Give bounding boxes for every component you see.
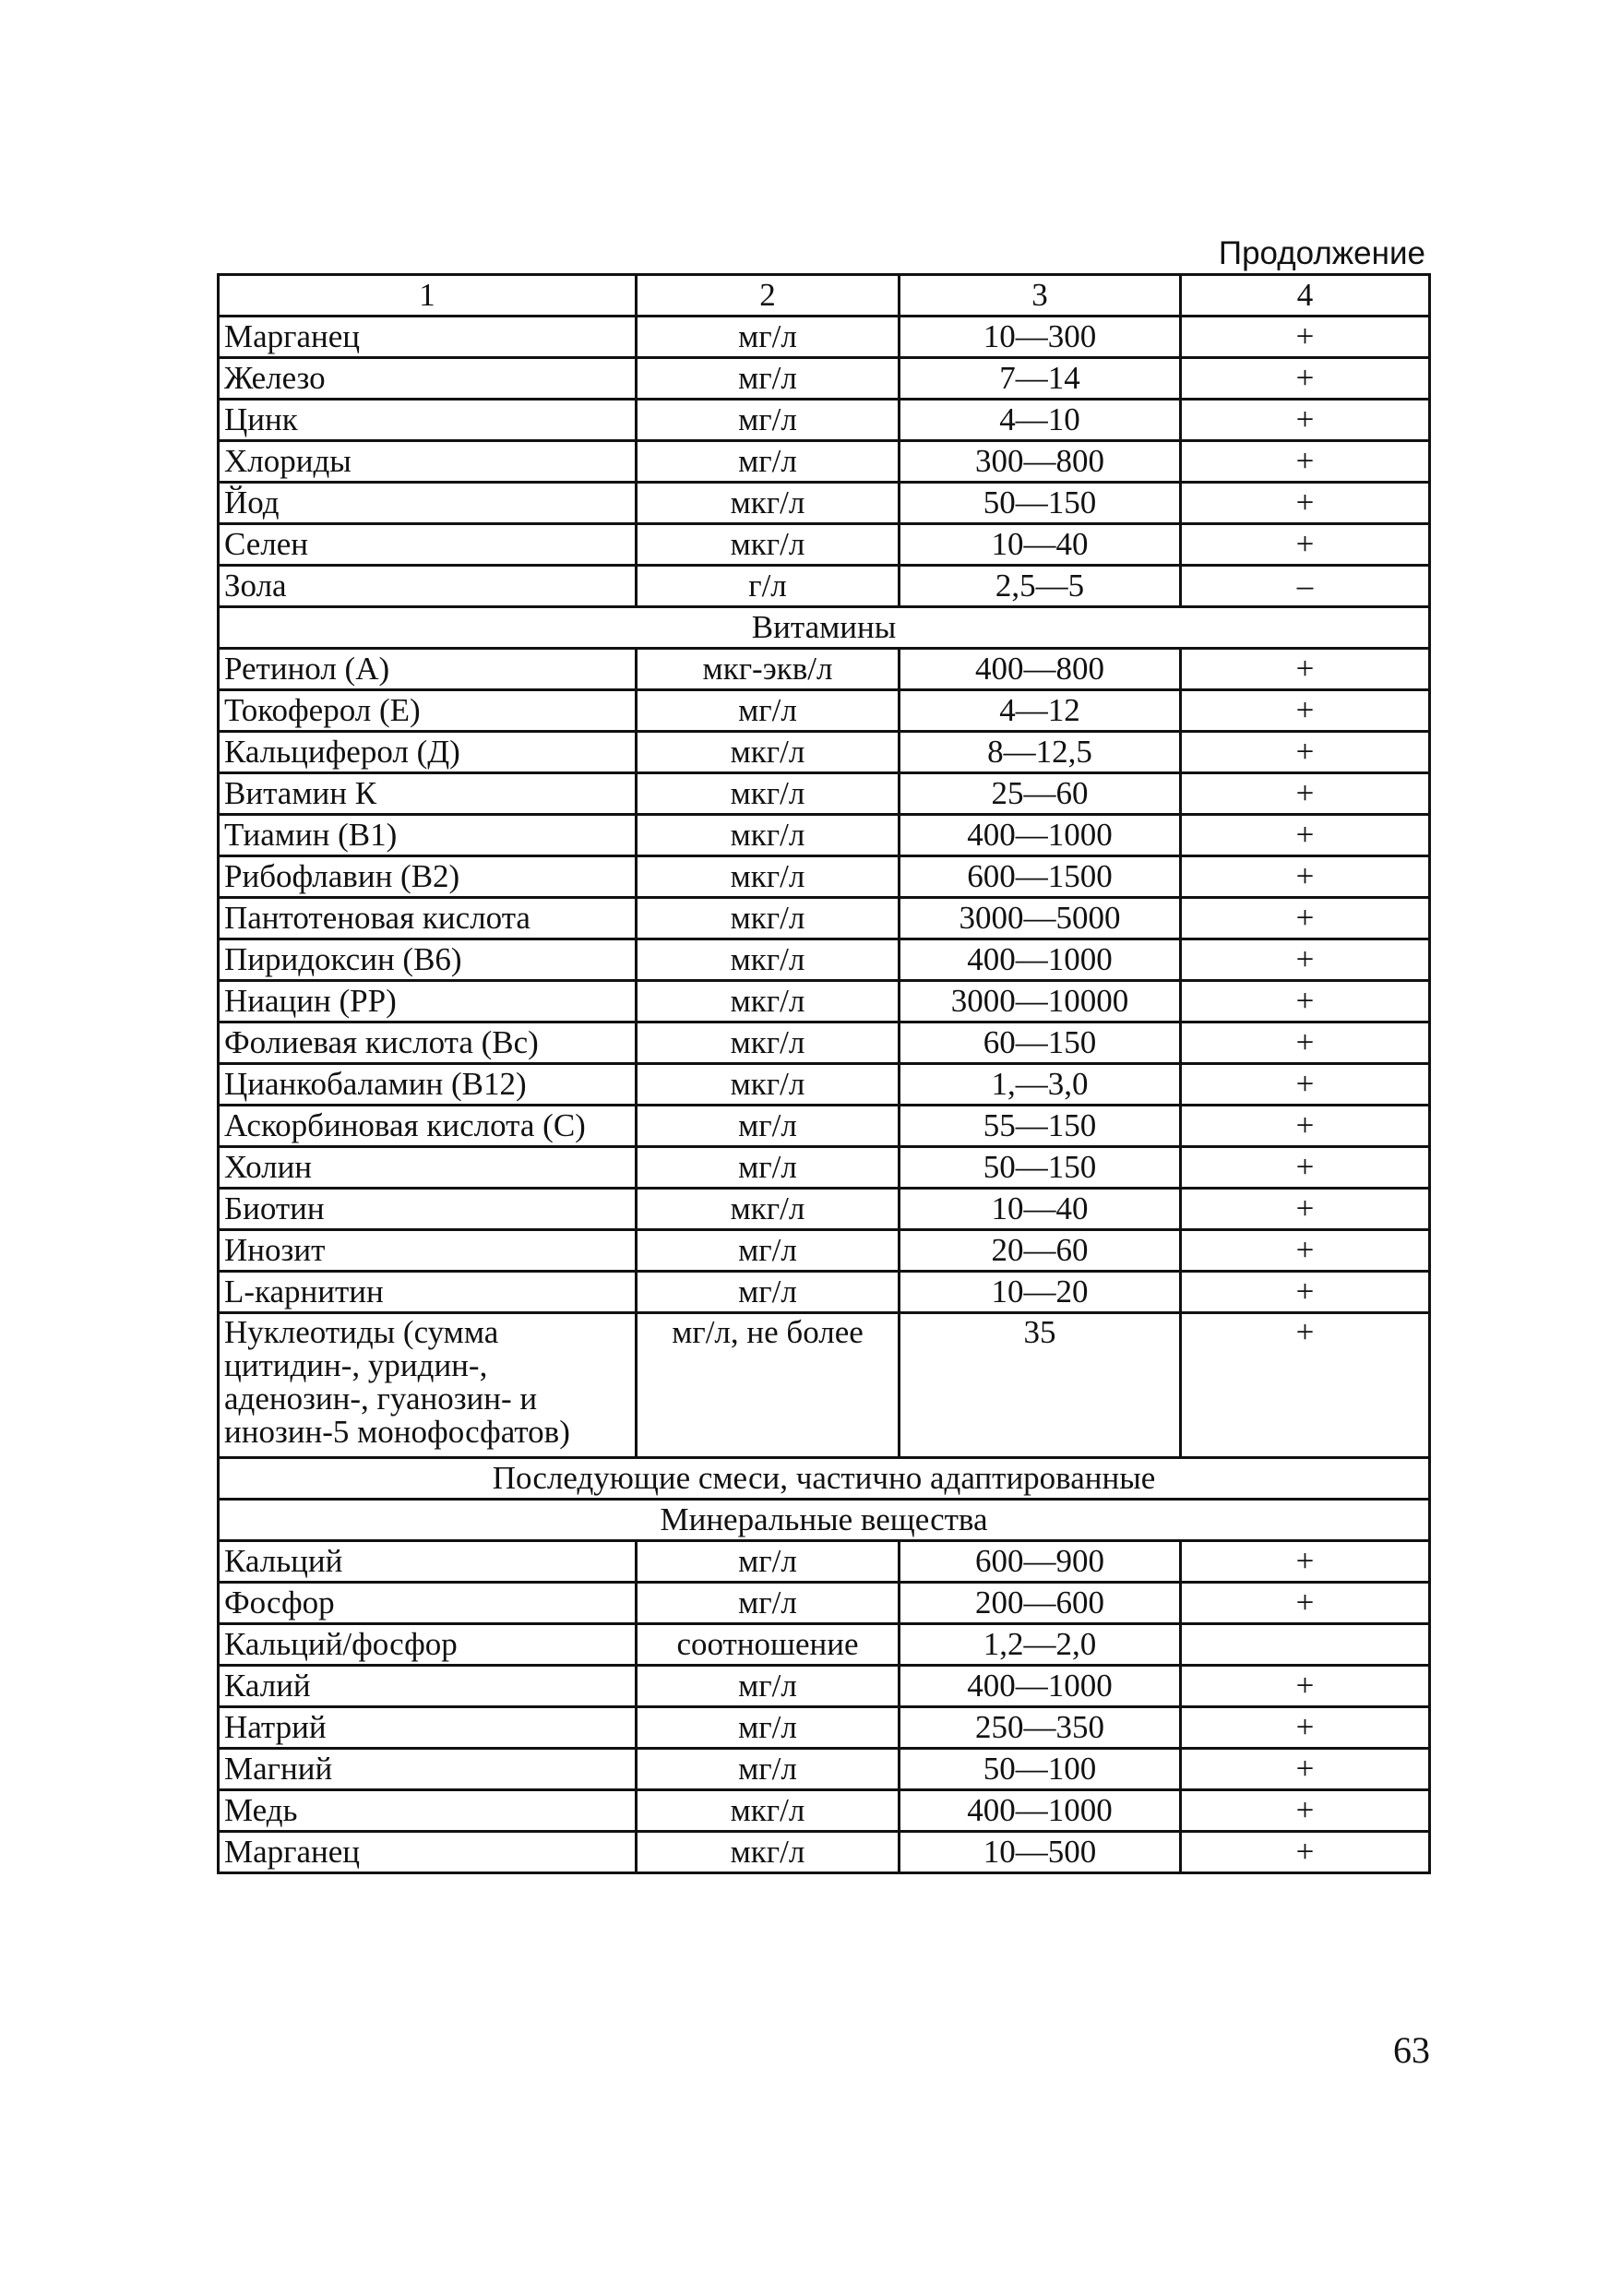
row-name: Кальций bbox=[219, 1541, 637, 1583]
table-row bbox=[219, 1624, 1430, 1666]
row-mark: + bbox=[1181, 773, 1430, 815]
row-range: 250—350 bbox=[900, 1707, 1181, 1749]
row-unit: мг/л bbox=[637, 441, 900, 483]
section-title-vitamins: Витамины bbox=[219, 607, 1430, 649]
row-range: 2,5—5 bbox=[900, 566, 1181, 607]
row-range: 400—1000 bbox=[900, 815, 1181, 856]
row-range: 400—1000 bbox=[900, 939, 1181, 981]
table-row bbox=[219, 1147, 1430, 1189]
row-unit: мкг/л bbox=[637, 815, 900, 856]
row-mark: + bbox=[1181, 317, 1430, 358]
row-unit: мг/л bbox=[637, 1272, 900, 1313]
row-unit: мг/л bbox=[637, 1749, 900, 1790]
row-mark: + bbox=[1181, 1666, 1430, 1707]
row-name: Фолиевая кислота (Вс) bbox=[219, 1022, 637, 1064]
page-number: 63 bbox=[1393, 2029, 1430, 2071]
row-name: Токоферол (Е) bbox=[219, 690, 637, 732]
table-row bbox=[219, 690, 1430, 732]
row-mark: + bbox=[1181, 1790, 1430, 1832]
table-row bbox=[219, 939, 1430, 981]
row-range: 300—800 bbox=[900, 441, 1181, 483]
row-range: 10—40 bbox=[900, 1189, 1181, 1230]
row-range: 25—60 bbox=[900, 773, 1181, 815]
row-name: Ретинол (А) bbox=[219, 649, 637, 690]
row-range: 400—800 bbox=[900, 649, 1181, 690]
table-row bbox=[219, 1749, 1430, 1790]
row-range: 10—300 bbox=[900, 317, 1181, 358]
row-name: L-карнитин bbox=[219, 1272, 637, 1313]
table-row bbox=[219, 1583, 1430, 1624]
table-row bbox=[219, 1230, 1430, 1272]
row-mark: + bbox=[1181, 649, 1430, 690]
row-name: Марганец bbox=[219, 317, 637, 358]
row-range: 3000—5000 bbox=[900, 898, 1181, 939]
row-mark: + bbox=[1181, 815, 1430, 856]
row-unit: мкг/л bbox=[637, 1022, 900, 1064]
row-name: Пантотеновая кислота bbox=[219, 898, 637, 939]
row-mark: + bbox=[1181, 1230, 1430, 1272]
table-row bbox=[219, 524, 1430, 566]
row-mark: + bbox=[1181, 1749, 1430, 1790]
table-row bbox=[219, 1832, 1430, 1873]
row-name: Цинк bbox=[219, 400, 637, 441]
row-name: Кальций/фосфор bbox=[219, 1624, 637, 1666]
row-name: Натрий bbox=[219, 1707, 637, 1749]
row-unit: мкг/л bbox=[637, 483, 900, 524]
column-header: 1 bbox=[219, 275, 637, 317]
row-name: Нуклеотиды (сумма цитидин-, уридин-, аденозин-, гуанозин- и инозин-5 монофосфатов) bbox=[219, 1313, 637, 1458]
row-range: 600—900 bbox=[900, 1541, 1181, 1583]
row-unit: мкг/л bbox=[637, 773, 900, 815]
row-unit: мкг/л bbox=[637, 524, 900, 566]
table-row bbox=[219, 317, 1430, 358]
table-row bbox=[219, 400, 1430, 441]
row-unit: мкг/л bbox=[637, 1790, 900, 1832]
row-mark: + bbox=[1181, 483, 1430, 524]
row-mark: + bbox=[1181, 1189, 1430, 1230]
table-row bbox=[219, 1707, 1430, 1749]
row-mark: + bbox=[1181, 1064, 1430, 1106]
row-range: 1,—3,0 bbox=[900, 1064, 1181, 1106]
row-name: Витамин К bbox=[219, 773, 637, 815]
row-name: Инозит bbox=[219, 1230, 637, 1272]
row-name: Зола bbox=[219, 566, 637, 607]
row-mark: + bbox=[1181, 441, 1430, 483]
row-range: 10—40 bbox=[900, 524, 1181, 566]
table-row bbox=[219, 441, 1430, 483]
row-range: 200—600 bbox=[900, 1583, 1181, 1624]
row-unit: г/л bbox=[637, 566, 900, 607]
row-unit: мг/л bbox=[637, 400, 900, 441]
row-mark: + bbox=[1181, 981, 1430, 1022]
row-unit: мкг/л bbox=[637, 1189, 900, 1230]
row-unit: мкг/л bbox=[637, 732, 900, 773]
row-unit: мг/л bbox=[637, 1666, 900, 1707]
row-unit: мг/л bbox=[637, 1147, 900, 1189]
row-mark: + bbox=[1181, 939, 1430, 981]
table-row bbox=[219, 773, 1430, 815]
row-unit: мг/л bbox=[637, 1541, 900, 1583]
row-unit: мкг-экв/л bbox=[637, 649, 900, 690]
table-row bbox=[219, 1106, 1430, 1147]
table-row bbox=[219, 981, 1430, 1022]
row-mark: + bbox=[1181, 1147, 1430, 1189]
row-unit: мг/л bbox=[637, 1583, 900, 1624]
mineral-rows bbox=[219, 1541, 1430, 1873]
column-header: 4 bbox=[1181, 275, 1430, 317]
row-range: 3000—10000 bbox=[900, 981, 1181, 1022]
row-name: Железо bbox=[219, 358, 637, 400]
table-row bbox=[219, 732, 1430, 773]
row-range: 60—150 bbox=[900, 1022, 1181, 1064]
row-unit: мг/л bbox=[637, 317, 900, 358]
table-row bbox=[219, 856, 1430, 898]
row-unit: мкг/л bbox=[637, 1064, 900, 1106]
table-header-row bbox=[219, 275, 1430, 317]
row-mark: + bbox=[1181, 1707, 1430, 1749]
continuation-label: Продолжение bbox=[1218, 235, 1425, 271]
table-row bbox=[219, 483, 1430, 524]
row-mark: + bbox=[1181, 1583, 1430, 1624]
nutrient-table bbox=[217, 273, 1431, 1874]
block1-rows bbox=[219, 317, 1430, 607]
section-row bbox=[219, 607, 1430, 649]
row-name: Калий bbox=[219, 1666, 637, 1707]
column-header: 3 bbox=[900, 275, 1181, 317]
row-unit: мг/л bbox=[637, 1707, 900, 1749]
row-name: Йод bbox=[219, 483, 637, 524]
row-name: Холин bbox=[219, 1147, 637, 1189]
section-row bbox=[219, 1500, 1430, 1541]
table-row bbox=[219, 1790, 1430, 1832]
table-row bbox=[219, 1313, 1430, 1458]
row-unit: мкг/л bbox=[637, 1832, 900, 1873]
row-name: Магний bbox=[219, 1749, 637, 1790]
row-name: Кальциферол (Д) bbox=[219, 732, 637, 773]
row-range: 4—10 bbox=[900, 400, 1181, 441]
row-range: 50—150 bbox=[900, 1147, 1181, 1189]
row-unit: мкг/л bbox=[637, 898, 900, 939]
table-row bbox=[219, 358, 1430, 400]
row-name: Фосфор bbox=[219, 1583, 637, 1624]
row-mark: + bbox=[1181, 1541, 1430, 1583]
row-mark: + bbox=[1181, 1022, 1430, 1064]
row-range: 10—500 bbox=[900, 1832, 1181, 1873]
row-name: Медь bbox=[219, 1790, 637, 1832]
row-name: Биотин bbox=[219, 1189, 637, 1230]
row-name: Рибофлавин (В2) bbox=[219, 856, 637, 898]
row-unit: мкг/л bbox=[637, 981, 900, 1022]
row-name: Цианкобаламин (В12) bbox=[219, 1064, 637, 1106]
row-range: 20—60 bbox=[900, 1230, 1181, 1272]
row-unit: мг/л bbox=[637, 358, 900, 400]
row-mark: – bbox=[1181, 566, 1430, 607]
row-mark: + bbox=[1181, 898, 1430, 939]
row-mark: + bbox=[1181, 524, 1430, 566]
section-title-minerals: Минеральные вещества bbox=[219, 1500, 1430, 1541]
row-range: 50—100 bbox=[900, 1749, 1181, 1790]
row-mark bbox=[1181, 1624, 1430, 1666]
row-unit: мкг/л bbox=[637, 856, 900, 898]
row-name: Аскорбиновая кислота (С) bbox=[219, 1106, 637, 1147]
row-range: 1,2—2,0 bbox=[900, 1624, 1181, 1666]
row-range: 4—12 bbox=[900, 690, 1181, 732]
table-row bbox=[219, 1272, 1430, 1313]
row-name: Пиридоксин (В6) bbox=[219, 939, 637, 981]
table-row bbox=[219, 815, 1430, 856]
vitamin-rows bbox=[219, 649, 1430, 1313]
column-header: 2 bbox=[637, 275, 900, 317]
table-row bbox=[219, 898, 1430, 939]
row-name: Марганец bbox=[219, 1832, 637, 1873]
row-range: 400—1000 bbox=[900, 1666, 1181, 1707]
row-range: 8—12,5 bbox=[900, 732, 1181, 773]
table-row bbox=[219, 566, 1430, 607]
row-unit: мг/л bbox=[637, 1230, 900, 1272]
row-unit: соотношение bbox=[637, 1624, 900, 1666]
row-range: 55—150 bbox=[900, 1106, 1181, 1147]
table-row bbox=[219, 1022, 1430, 1064]
row-mark: + bbox=[1181, 1106, 1430, 1147]
row-range: 7—14 bbox=[900, 358, 1181, 400]
row-mark: + bbox=[1181, 732, 1430, 773]
row-unit: мг/л bbox=[637, 1106, 900, 1147]
row-range: 50—150 bbox=[900, 483, 1181, 524]
table-row bbox=[219, 1189, 1430, 1230]
row-name: Хлориды bbox=[219, 441, 637, 483]
section-title-followup: Последующие смеси, частично адаптированные bbox=[219, 1458, 1430, 1500]
row-range: 35 bbox=[900, 1313, 1181, 1458]
row-mark: + bbox=[1181, 1832, 1430, 1873]
table-row bbox=[219, 1064, 1430, 1106]
row-range: 400—1000 bbox=[900, 1790, 1181, 1832]
row-unit: мг/л bbox=[637, 690, 900, 732]
row-mark: + bbox=[1181, 358, 1430, 400]
table-row bbox=[219, 1541, 1430, 1583]
row-mark: + bbox=[1181, 856, 1430, 898]
table-row bbox=[219, 649, 1430, 690]
table-row bbox=[219, 1666, 1430, 1707]
row-name: Тиамин (В1) bbox=[219, 815, 637, 856]
row-unit: мкг/л bbox=[637, 939, 900, 981]
row-range: 600—1500 bbox=[900, 856, 1181, 898]
row-range: 10—20 bbox=[900, 1272, 1181, 1313]
row-unit: мг/л, не более bbox=[637, 1313, 900, 1458]
row-mark: + bbox=[1181, 1272, 1430, 1313]
row-mark: + bbox=[1181, 1313, 1430, 1458]
row-mark: + bbox=[1181, 690, 1430, 732]
row-name: Ниацин (РР) bbox=[219, 981, 637, 1022]
row-name: Селен bbox=[219, 524, 637, 566]
row-mark: + bbox=[1181, 400, 1430, 441]
section-row bbox=[219, 1458, 1430, 1500]
